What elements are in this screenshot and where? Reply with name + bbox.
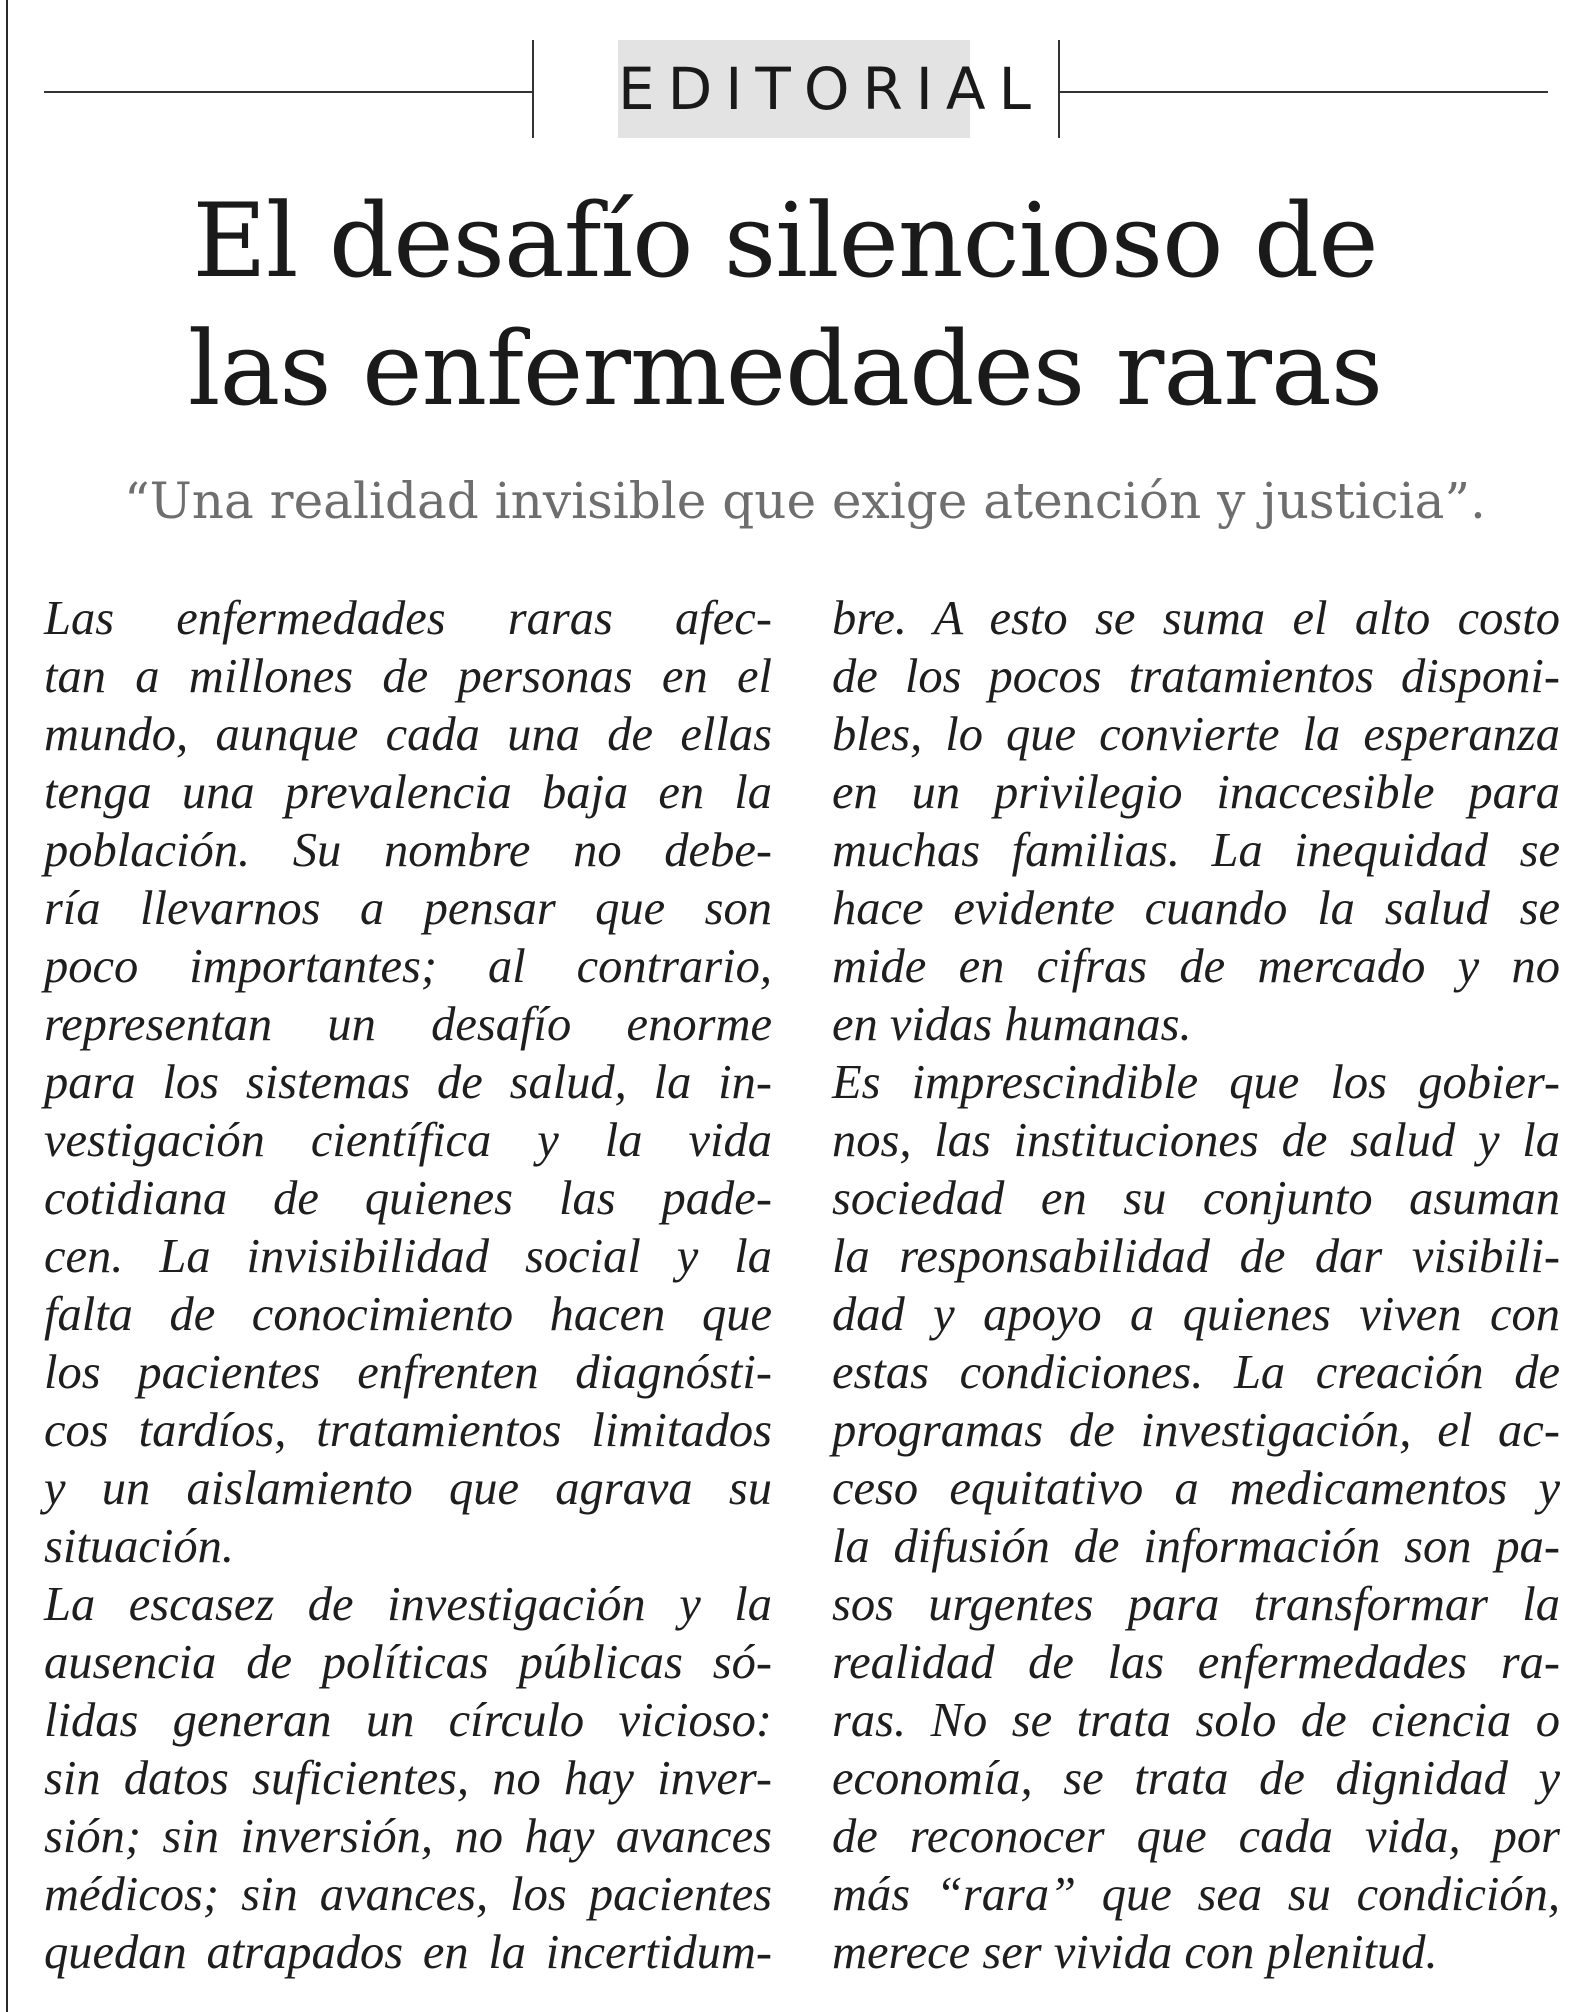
body-line: los pacientes enfrenten diagnósti- [44,1346,772,1399]
body-line: tan a millones de personas en el [44,650,772,703]
body-line: sos urgentes para transformar la [832,1578,1560,1631]
body-line: vestigación científica y la vida [44,1114,772,1167]
body-line: mide en cifras de mercado y no [832,940,1560,993]
body-line: en vidas humanas. [832,998,1192,1051]
body-line: economía, se trata de dignidad y [832,1752,1560,1805]
body-line: de los pocos tratamientos disponi- [832,650,1560,703]
body-line: dad y apoyo a quienes viven con [832,1288,1560,1341]
body-line: sin datos suficientes, no hay inver- [44,1752,772,1805]
body-line: médicos; sin avances, los pacientes [44,1868,772,1921]
body-line: estas condiciones. La creación de [832,1346,1560,1399]
body-line: programas de investigación, el ac- [832,1404,1560,1457]
body-line: y un aislamiento que agrava su [44,1462,772,1515]
header-tick-right [1058,40,1060,138]
body-line: Las enfermedades raras afec- [44,592,772,645]
body-line: la difusión de información son pa- [832,1520,1560,1573]
body-line: representan un desafío enorme [44,998,772,1051]
headline-line-2: las enfermedades raras [187,310,1383,429]
body-line: tenga una prevalencia baja en la [44,766,772,819]
body-line: en un privilegio inaccesible para [832,766,1560,819]
body-line: merece ser vivida con plenitud. [832,1926,1438,1979]
body-line: ría llevarnos a pensar que son [44,882,772,935]
header-tick-left [532,40,534,138]
body-line: más “rara” que sea su condición, [832,1868,1560,1921]
headline-line-1: El desafío silencioso de [192,182,1378,301]
body-line: ceso equitativo a medicamentos y [832,1462,1560,1515]
header-rule-left [44,91,532,93]
body-line: cen. La invisibilidad social y la [44,1230,772,1283]
body-line: la responsabilidad de dar visibili- [832,1230,1560,1283]
body-line: ras. No se trata solo de ciencia o [832,1694,1560,1747]
body-line: realidad de las enfermedades ra- [832,1636,1560,1689]
body-line: quedan atrapados en la incertidum- [44,1926,772,1979]
body-line: lidas generan un círculo vicioso: [44,1694,772,1747]
body-line: mundo, aunque cada una de ellas [44,708,772,761]
body-line: ausencia de políticas públicas só- [44,1636,772,1689]
body-column-right [832,590,1560,1982]
body-line: muchas familias. La inequidad se [832,824,1560,877]
body-line: de reconocer que cada vida, por [832,1810,1560,1863]
body-line: bre. A esto se suma el alto costo [832,592,1560,645]
body-line: para los sistemas de salud, la in- [44,1056,772,1109]
body-line: nos, las instituciones de salud y la [832,1114,1560,1167]
body-line: La escasez de investigación y la [44,1578,772,1631]
body-line: población. Su nombre no debe- [44,824,772,877]
body-line: cotidiana de quienes las pade- [44,1172,772,1225]
body-line: sión; sin inversión, no hay avances [44,1810,772,1863]
deck-quote: “Una realidad invisible que exige atención y justicia”. [124,472,1486,530]
body-line: cos tardíos, tratamientos limitados [44,1404,772,1457]
body-line: falta de conocimiento hacen que [44,1288,772,1341]
body-column-left [44,590,772,1982]
section-label: EDITORIAL [618,40,970,138]
headline [0,178,1570,434]
body-line: sociedad en su conjunto asuman [832,1172,1560,1225]
body-line: Es imprescindible que los gobier- [832,1056,1560,1109]
section-header [0,40,1570,140]
body-line: poco importantes; al contrario, [44,940,772,993]
body-line: hace evidente cuando la salud se [832,882,1560,935]
body-line: bles, lo que convierte la esperanza [832,708,1560,761]
header-rule-right [1058,91,1548,93]
body-line: situación. [44,1520,234,1573]
